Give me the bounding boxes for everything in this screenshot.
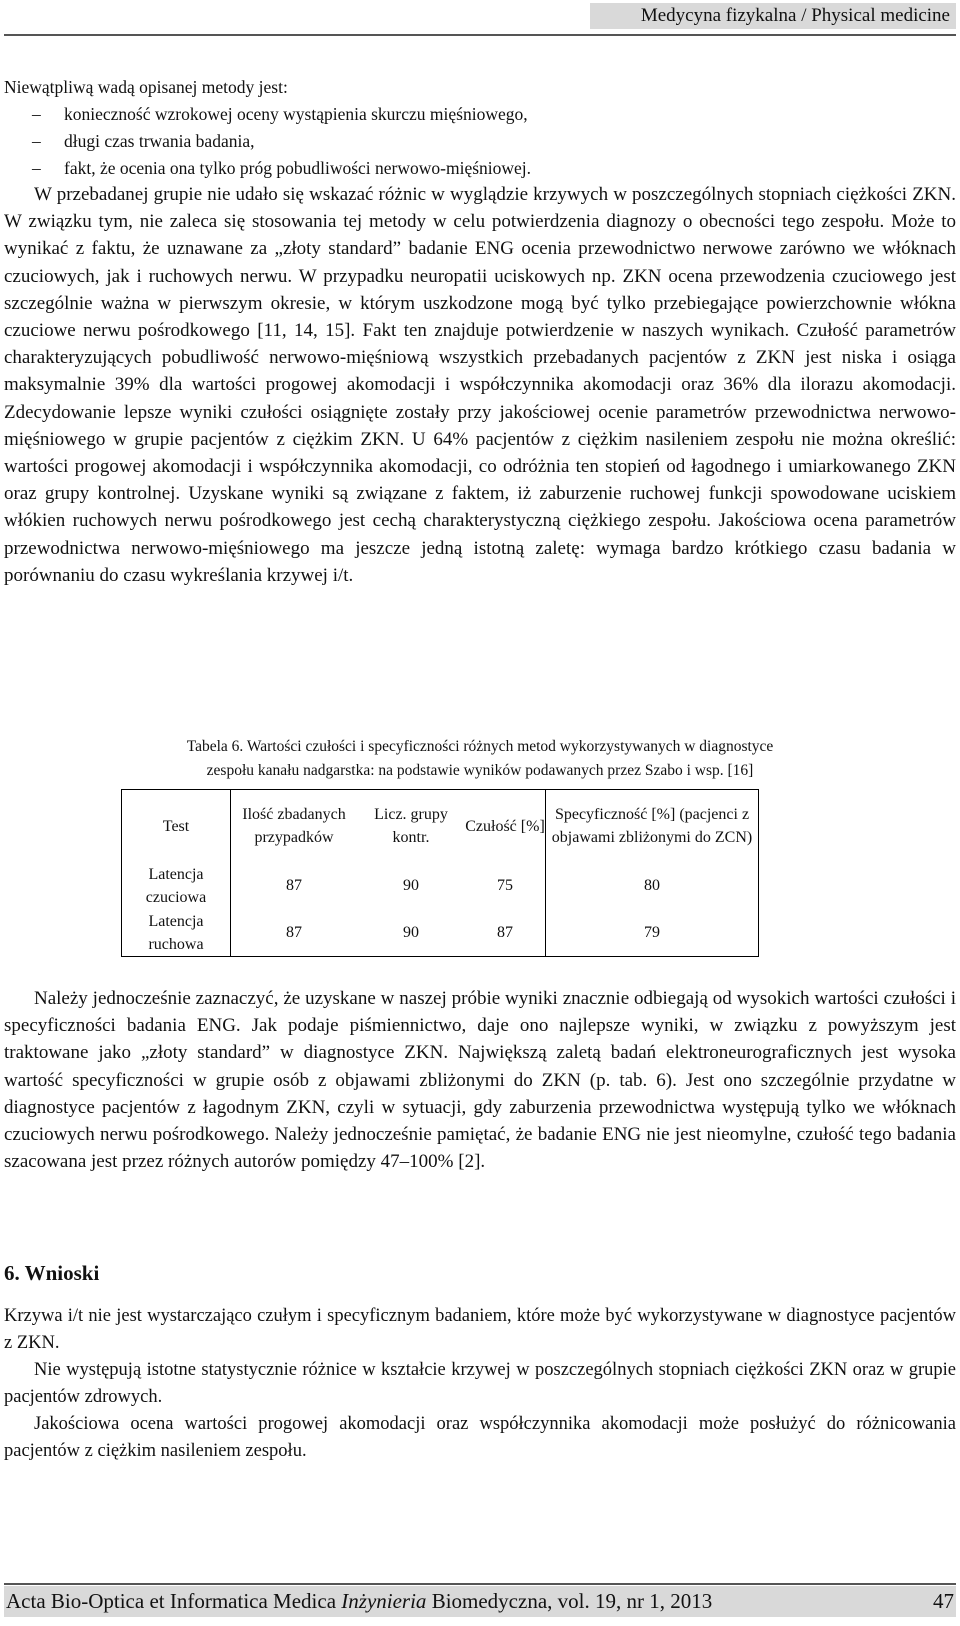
dash-bullet: – (32, 104, 41, 124)
body-section-2 (4, 985, 956, 1175)
running-head: Medycyna fizykalna / Physical medicine (590, 3, 956, 29)
drawbacks-list (4, 101, 956, 182)
list-item (4, 101, 956, 128)
cell-control-group: 90 (357, 909, 465, 957)
cell-sensitivity: 75 (497, 877, 513, 894)
intro-block (4, 74, 956, 182)
list-item-text: fakt, że ocenia ona tylko próg pobudliwości nerwowo-mięśniowej. (64, 158, 532, 178)
cell-test: Latencja ruchowa (122, 909, 231, 957)
header-control-group: Licz. grupy kontr. (357, 790, 465, 863)
dash-bullet: – (32, 158, 41, 178)
table-caption (80, 735, 880, 783)
table-row (122, 862, 759, 909)
cell-sensitivity: 87 (465, 909, 546, 957)
paragraph-eng-comparison: Należy jednocześnie zaznaczyć, że uzyskane w naszej próbie wyniki znacznie odbiegają od wysokich wartości czułości i specyficzności badania ENG. Jak podaje piśmiennictwo, daje ono najlepsze wyniki, w związku z powyższym jest traktowane jako „złoty standard” w diagnostyce ZKN. Największą zaletą badań elektroneurograficznych jest wysoka wartość specyficzności w grupie osób z objawami zbliżonymi do ZKN (p. tab. 6). Jest ono szczególnie przydatne w diagnostyce pacjentów z łagodnym ZKN, czyli w sytuacji, gdy zaburzenia przewodnictwa występują tylko we włóknach czuciowych nerwu pośrodkowego. Należy jednocześnie pamiętać, że badanie ENG nie jest nieomylne, czułość tego badania szacowana jest przez różnych autorów pomiędzy 47–100% [2]. (4, 988, 956, 1173)
header-test: Test (122, 790, 231, 863)
header-sensitivity: Czułość [%] (465, 790, 546, 863)
sensitivity-table (121, 789, 759, 957)
journal-citation (6, 1586, 712, 1617)
conclusion-paragraph: Nie występują istotne statystycznie różnice w kształcie krzywej w poszczególnych stopniach ciężkości ZKN oraz w grupie pacjentów zdrowych. (4, 1360, 956, 1407)
table-row (122, 909, 759, 957)
list-item-text: konieczność wzrokowej oceny wystąpienia skurczu mięśniowego, (64, 104, 528, 124)
header-specificity: Specyficzność [%] (pacjenci z objawami zbliżonymi do ZCN) (546, 790, 759, 863)
list-item-text: długi czas trwania badania, (64, 131, 255, 151)
cell-specificity: 80 (546, 862, 759, 909)
journal-name-part: Acta Bio-Optica et Informatica Medica (6, 1589, 342, 1613)
header-rule (4, 34, 956, 36)
dash-bullet: – (32, 131, 41, 151)
list-item (4, 128, 956, 155)
section-heading-conclusions: 6. Wnioski (4, 1261, 100, 1285)
footer (4, 1586, 956, 1617)
list-item (4, 155, 956, 182)
conclusion-paragraph: Jakościowa ocena wartości progowej akomodacji oraz współczynnika akomodacji może posłużyć do różnicowania pacjentów z ciężkim nasileniem zespołu. (4, 1414, 956, 1461)
table-header-row (122, 790, 759, 863)
intro-lead: Niewątpliwą wadą opisanej metody jest: (4, 77, 288, 97)
cell-control-group: 90 (403, 877, 419, 894)
header-cases: Ilość zbadanych przypadków (231, 790, 358, 863)
table-caption-line-2: zespołu kanału nadgarstka: na podstawie wyników podawanych przez Szabo i wsp. [16] (206, 762, 754, 779)
journal-name-italic: Inżynieria (341, 1589, 427, 1613)
cell-cases: 87 (286, 877, 302, 894)
body-section-1 (4, 181, 956, 589)
footer-rule (4, 1583, 956, 1585)
cell-cases: 87 (231, 909, 358, 957)
cell-test: Latencja czuciowa (122, 862, 231, 909)
table-caption-line-1: Tabela 6. Wartości czułości i specyficzności różnych metod wykorzystywanych w diagnostyce (186, 738, 774, 755)
cell-specificity: 79 (546, 909, 759, 957)
conclusion-paragraph: Krzywa i/t nie jest wystarczająco czułym i specyficznym badaniem, które może być wykorzystywane w diagnostyce pacjentów z ZKN. (4, 1306, 956, 1353)
page-number: 47 (933, 1589, 954, 1613)
conclusions-block (4, 1303, 956, 1465)
paragraph-discussion: W przebadanej grupie nie udało się wskazać różnic w wyglądzie krzywych w poszczególnych stopniach ciężkości ZKN. W związku tym, nie zaleca się stosowania tej metody w celu potwierdzenia diagnozy o obecności tego zespołu. Może to wynikać z faktu, że uznawane za „złoty standard” badanie ENG ocenia przewodnictwo nerwowe zarówno we włóknach czuciowych, jak i ruchowych nerwu. W przypadku neuropatii uciskowych np. ZKN ocena przewodzenia czuciowego jest szczególnie ważna w pierwszym okresie, w którym uszkodzone mogą być tylko przebiegające powierzchownie włókna czuciowe nerwu pośrodkowego [11, 14, 15]. Fakt ten znajduje potwierdzenie w naszych wynikach. Czułość parametrów charakteryzujących pobudliwość nerwowo-mięśniową wszystkich przebadanych pacjentów z ZKN jest niska i osiąga maksymalnie 39% dla wartości progowej akomodacji i współczynnika akomodacji oraz 36% dla ilorazu akomodacji. Zdecydowanie lepsze wyniki czułości osiągnięte zostały przy jakościowej ocenie parametrów przewodnictwa nerwowo-mięśniowego w grupie pacjentów z ciężkim ZKN. U 64% pacjentów z ciężkim nasileniem zespołu nie można określić: wartości progowej akomodacji i współczynnika akomodacji, co odróżnia ten stopień od łagodnego i umiarkowanego ZKN oraz grupy kontrolnej. Uzyskane wyniki są związane z faktem, iż zaburzenie ruchowej funkcji spowodowane uciskiem włókien ruchowych nerwu pośrodkowego jest cechą charakterystyczną ciężkiego zespołu. Jakościowa ocena parametrów przewodnictwa nerwowo-mięśniowego ma jeszcze jedną istotną zaletę: wymaga bardzo krótkiego czasu badania w porównaniu do czasu wykreślania krzywej i/t. (4, 184, 956, 586)
journal-volume: Biomedyczna, vol. 19, nr 1, 2013 (426, 1589, 713, 1613)
